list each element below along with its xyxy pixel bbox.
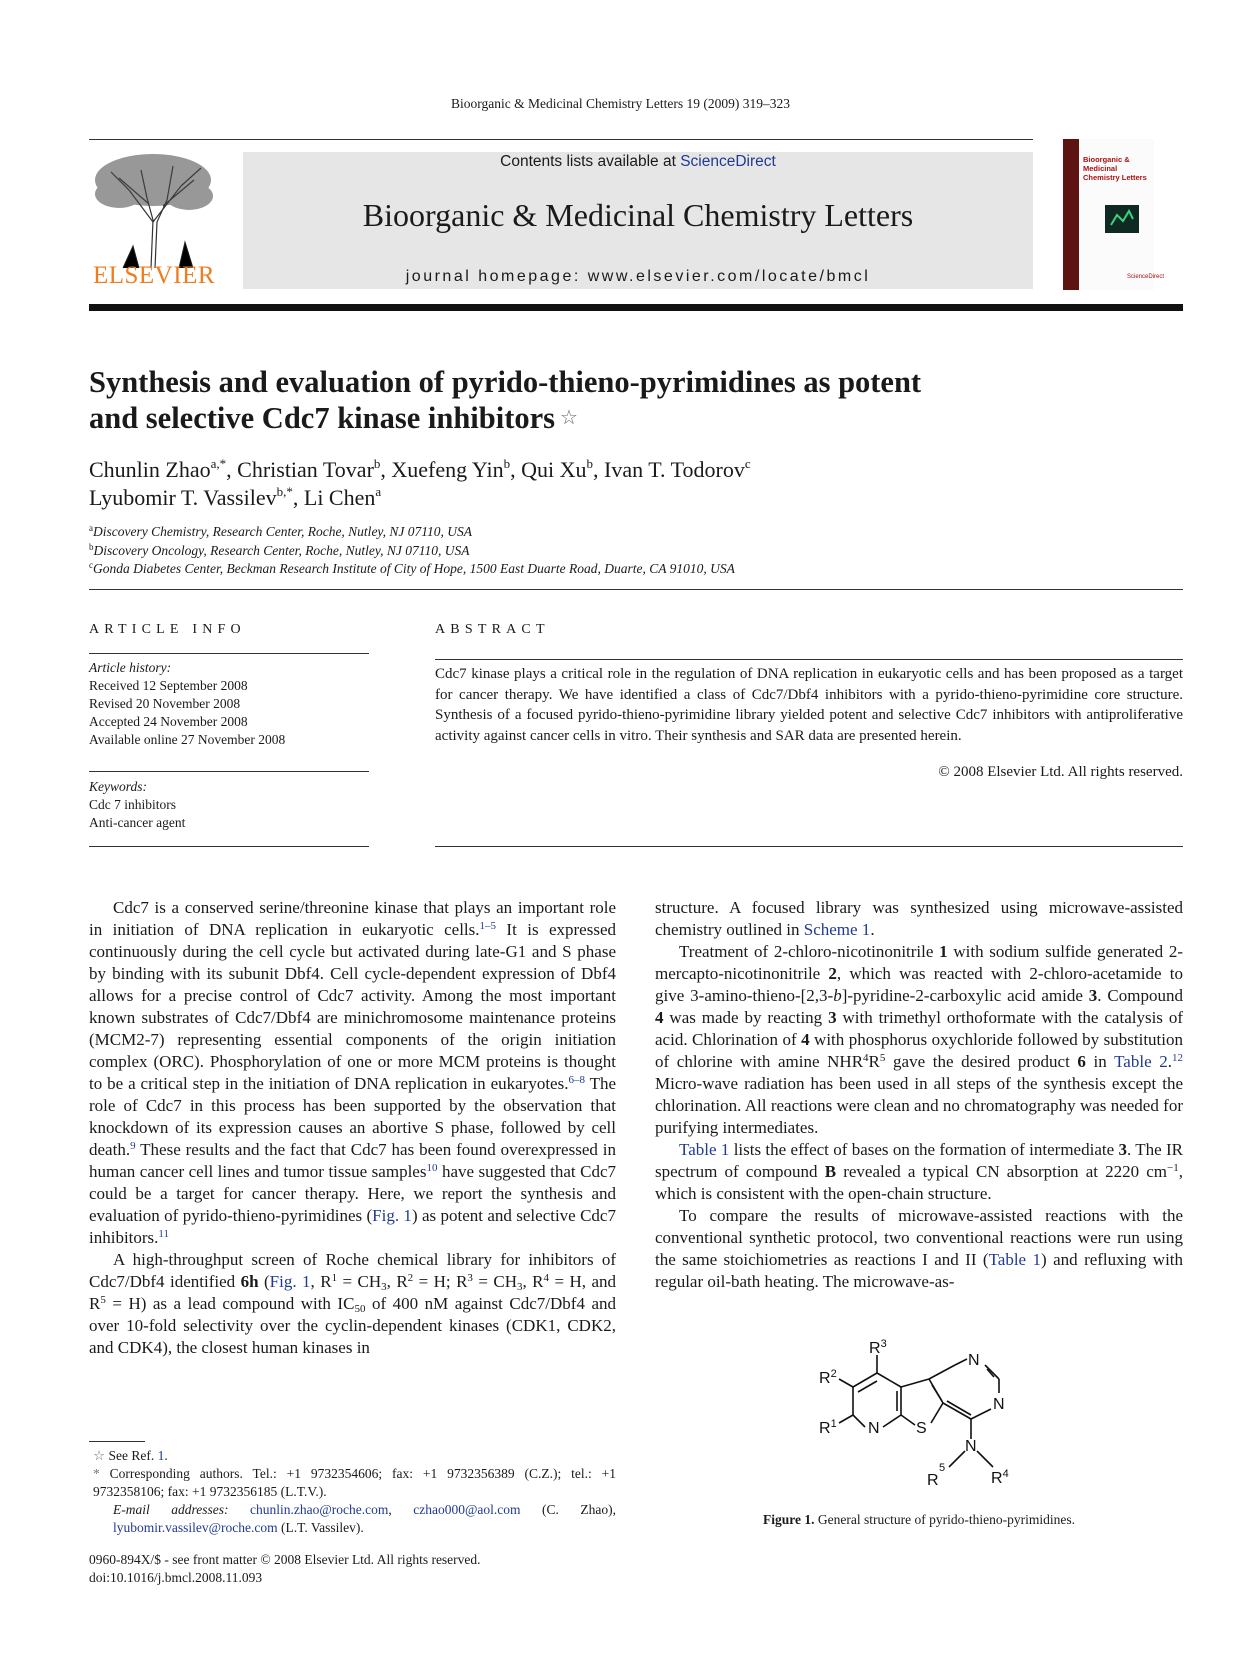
author-name[interactable]: Christian Tovar	[237, 457, 374, 482]
author-name[interactable]: Ivan T. Todorov	[604, 457, 745, 482]
publisher-name: ELSEVIER	[92, 262, 216, 289]
issn-line: 0960-894X/$ - see front matter © 2008 Elsevier Ltd. All rights reserved.	[89, 1552, 481, 1567]
footnote-corresponding: * Corresponding authors. Tel.: +1 9732354606; fax: +1 9732356389 (C.Z.); tel.: +1 9732358106; fax: +1 9732356185 (L.T.V.).	[93, 1466, 616, 1499]
affiliation-list	[89, 523, 1089, 579]
svg-text:R4: $R^4$	[991, 1468, 1009, 1487]
email-link[interactable]: lyubomir.vassilev@roche.com	[113, 1520, 278, 1535]
issn-doi-block	[89, 1551, 616, 1587]
article-info-rule	[89, 653, 369, 654]
svg-text:5: 5	[939, 1462, 946, 1474]
sciencedirect-link[interactable]: ScienceDirect	[680, 153, 776, 170]
footnotes	[89, 1447, 616, 1537]
abstract-copyright: © 2008 Elsevier Ltd. All rights reserved.	[938, 764, 1183, 780]
email-link[interactable]: chunlin.zhao@roche.com	[249, 1502, 389, 1517]
contents-prefix: Contents lists available at	[500, 153, 681, 170]
author-affiliation-marker: c	[744, 456, 751, 471]
article-info-heading: ARTICLE INFO	[89, 622, 246, 637]
reference-link[interactable]: 9	[130, 1140, 136, 1152]
figure-caption	[655, 1512, 1183, 1528]
tree-logo-icon	[89, 150, 219, 268]
body-paragraph: Table 1 lists the effect of bases on the formation of intermediate 3. The IR spectrum of compound B revealed a typical CN absorption at 2220 $cm^{-1}$, which is consistent with the open-chain structure.	[655, 1140, 1184, 1203]
journal-cover-image[interactable]	[1063, 139, 1165, 290]
title-line-1: Synthesis and evaluation of pyrido-thieno-pyrimidines as potent	[89, 365, 922, 399]
doi-line[interactable]: doi:10.1016/j.bmcl.2008.11.093	[89, 1570, 263, 1585]
svg-text:R2: $R^2$	[819, 1368, 837, 1387]
author-affiliation-marker: b,*	[276, 484, 293, 499]
svg-text:R1: $R^1$	[819, 1418, 837, 1437]
elsevier-logo[interactable]	[89, 150, 219, 290]
reference-link[interactable]: 1	[157, 1448, 165, 1463]
author-affiliation-marker: b	[503, 456, 511, 471]
abstract-rule	[435, 659, 1183, 660]
svg-text:N: N	[993, 1396, 1005, 1413]
author-name[interactable]: Lyubomir T. Vassilev	[89, 485, 277, 510]
table-link[interactable]: Table 2	[1114, 1052, 1168, 1071]
svg-text:S: S	[916, 1420, 927, 1437]
history-label: Article history:	[89, 660, 172, 675]
author-affiliation-marker: a	[375, 484, 382, 499]
svg-text:N: N	[868, 1420, 880, 1437]
journal-homepage[interactable]: journal homepage: www.elsevier.com/locate/bmcl	[405, 268, 871, 285]
footnote-star: ☆ See Ref. 1.	[93, 1448, 168, 1463]
article-title	[89, 364, 1089, 436]
history-received: Received 12 September 2008	[89, 678, 248, 693]
body-paragraph: A high-throughput screen of Roche chemical library for inhibitors of Cdc7/Dbf4 identified 6h (Fig. 1, $R^1 = CH_3$, $R^2 = H$; $R^3 = CH_3$, $R^4 = H$, and $R^5 = H$) as a lead compound with $IC_{50}$ of 400 nM against Cdc7/Dbf4 and over 10-fold selectivity over the cyclin-dependent kinases (CDK1, CDK2, and CDK4), the closest human kinases in	[89, 1250, 617, 1357]
affiliation-item: $^c$Gonda Diabetes Center, Beckman Research Institute of City of Hope, 1500 East Duarte Road, Duarte, CA 91010, USA	[89, 560, 735, 576]
table-link[interactable]: Table 1	[679, 1140, 730, 1159]
keywords-rule	[89, 771, 369, 772]
footnote-rule	[89, 1441, 145, 1442]
affiliation-item: $^a$Discovery Chemistry, Research Center, Roche, Nutley, NJ 07110, USA	[89, 523, 473, 539]
author-affiliation-marker: b	[373, 456, 381, 471]
section-rule	[89, 589, 1183, 590]
header-rule	[89, 139, 1033, 140]
body-paragraph: To compare the results of microwave-assisted reactions with the conventional synthetic protocol, two conventional reactions were run using the same stoichiometries as reactions I and II (Table 1) and refluxing with regular oil-bath heating. The microwave-as-	[655, 1206, 1184, 1291]
svg-text:N: N	[965, 1438, 977, 1455]
reference-link[interactable]: 1–5	[479, 920, 497, 932]
cover-title: Bioorganic & Medicinal Chemistry Letters	[1083, 155, 1147, 182]
reference-link[interactable]: 10	[426, 1162, 438, 1174]
author-name[interactable]: Qui Xu	[521, 457, 587, 482]
body-paragraph: Cdc7 is a conserved serine/threonine kinase that plays an important role in initiation of DNA replication in eukaryotic cells.$^{1-5}$ It is expressed continuously during the cell cycle but activated during late-G1 and S phase by binding with its subunit Dbf4. Cell cycle-dependent expression of Dbf4 allows for a precise control of Cdc7 activity. Among the most important known substrates of Cdc7/Dbf4 are minichromosome maintenance proteins (MCM2-7) representing essential components of the origin initiation complex (ORC). Phosphorylation of one or more MCM proteins is thought to be a critical step in the initiation of DNA replication in eukaryotes.$^{6-8}$ The role of Cdc7 in this process has been supported by the observation that knockdown of its expression causes an abortive S phase, followed by cell death.$^9$ These results and the fact that Cdc7 has been found overexpressed in human cancer cell lines and tumor tissue samples$^{10}$ have suggested that Cdc7 could be a target for cancer therapy. Here, we report the synthesis and evaluation of pyrido-thieno-pyrimidines (Fig. 1) as potent and selective Cdc7 inhibitors.$^{11}$	[89, 898, 616, 1247]
journal-citation: Bioorganic & Medicinal Chemistry Letters 19 (2009) 319–323	[450, 96, 791, 111]
table-link[interactable]: Table 1	[988, 1250, 1042, 1269]
svg-text:R3: $R^3$	[869, 1338, 887, 1357]
figure-link[interactable]: Fig. 1	[372, 1206, 412, 1225]
title-line-2: and selective Cdc7 kinase inhibitors	[89, 401, 556, 435]
header-thick-rule	[89, 304, 1183, 311]
compound-label: 6h	[240, 1272, 259, 1291]
body-column-left	[89, 897, 616, 1359]
article-info-bottom-rule	[89, 846, 369, 847]
abstract-bottom-rule	[435, 846, 1183, 847]
reference-link[interactable]: 6–8	[568, 1074, 585, 1086]
author-affiliation-marker: b	[586, 456, 594, 471]
figure-link[interactable]: Fig. 1	[269, 1272, 311, 1291]
body-column-right	[655, 897, 1183, 1293]
title-star-icon[interactable]: ☆	[560, 407, 578, 429]
keyword-item: Cdc 7 inhibitors	[89, 797, 176, 812]
reference-link[interactable]: 12	[1172, 1052, 1184, 1064]
footnote-emails: E-mail addresses: chunlin.zhao@roche.com, czhao000@aol.com (C. Zhao), lyubomir.vassilev@roche.com (L.T. Vassilev).	[113, 1502, 617, 1535]
author-list: Chunlin Zhao$^{a,*}$, Christian Tovar$^b$, Xuefeng Yin$^b$, Qui Xu$^b$, Ivan T. Todorov$^c$ Lyubomir T. Vassilev$^{b,*}$, Li Chen$^a$	[89, 456, 751, 510]
keyword-item: Anti-cancer agent	[89, 815, 186, 830]
history-revised: Revised 20 November 2008	[89, 696, 241, 711]
chemical-structure-figure	[815, 1338, 1025, 1493]
body-paragraph: structure. A focused library was synthesized using microwave-assisted chemistry outlined in Scheme 1.	[655, 898, 1183, 939]
contents-line	[243, 153, 1033, 171]
svg-text:N: N	[968, 1352, 980, 1369]
article-history	[89, 659, 369, 749]
body-paragraph: Treatment of 2-chloro-nicotinonitrile 1 with sodium sulfide generated 2-mercapto-nicotinonitrile 2, which was reacted with 2-chloro-acetamide to give 3-amino-thieno-[2,3-b]-pyridine-2-carboxylic acid amide 3. Compound 4 was made by reacting 3 with trimethyl orthoformate with the catalysis of acid. Chlorination of 4 with phosphorus oxychloride followed by substitution of chlorine with amine $NHR^4R^5$ gave the desired product 6 in Table 2.12 Micro-wave radiation has been used in all steps of the synthesis except the chlorination. All reactions were clean and no chromatography was needed for purifying intermediates.	[655, 942, 1184, 1137]
abstract-heading: ABSTRACT	[435, 622, 550, 637]
keywords-label: Keywords:	[89, 779, 147, 794]
history-online: Available online 27 November 2008	[89, 732, 286, 747]
author-name[interactable]: Xuefeng Yin	[391, 457, 504, 482]
author-name[interactable]: Chunlin Zhao	[89, 457, 211, 482]
author-affiliation-marker: a,*	[210, 456, 227, 471]
email-link[interactable]: czhao000@aol.com	[413, 1502, 521, 1517]
cover-footer: ScienceDirect	[1127, 274, 1165, 280]
history-accepted: Accepted 24 November 2008	[89, 714, 248, 729]
svg-text:R: R	[927, 1472, 939, 1489]
figure-caption-text: General structure of pyrido-thieno-pyrimidines.	[817, 1512, 1076, 1527]
figure-caption-label: Figure 1.	[762, 1512, 815, 1527]
scheme-link[interactable]: Scheme 1	[803, 920, 871, 939]
journal-banner	[243, 152, 1033, 289]
keywords-block	[89, 778, 369, 832]
affiliation-item: $^b$Discovery Oncology, Research Center, Roche, Nutley, NJ 07110, USA	[89, 541, 470, 558]
cover-graphic	[1105, 205, 1139, 233]
journal-name: Bioorganic & Medicinal Chemistry Letters	[362, 197, 914, 233]
reference-link[interactable]: 11	[158, 1228, 170, 1240]
author-name[interactable]: Li Chen	[303, 485, 376, 510]
abstract-text: Cdc7 kinase plays a critical role in the regulation of DNA replication in eukaryotic cells and has been proposed as a target for cancer therapy. We have identified a class of Cdc7/Dbf4 inhibitors with a pyrido-thieno-pyrimidine core structure. Synthesis of a focused pyrido-thieno-pyrimidine library yielded potent and selective Cdc7 inhibitors with antiproliferative activity against cancer cells in vitro. Their synthesis and SAR data are presented herein.	[435, 666, 1183, 744]
